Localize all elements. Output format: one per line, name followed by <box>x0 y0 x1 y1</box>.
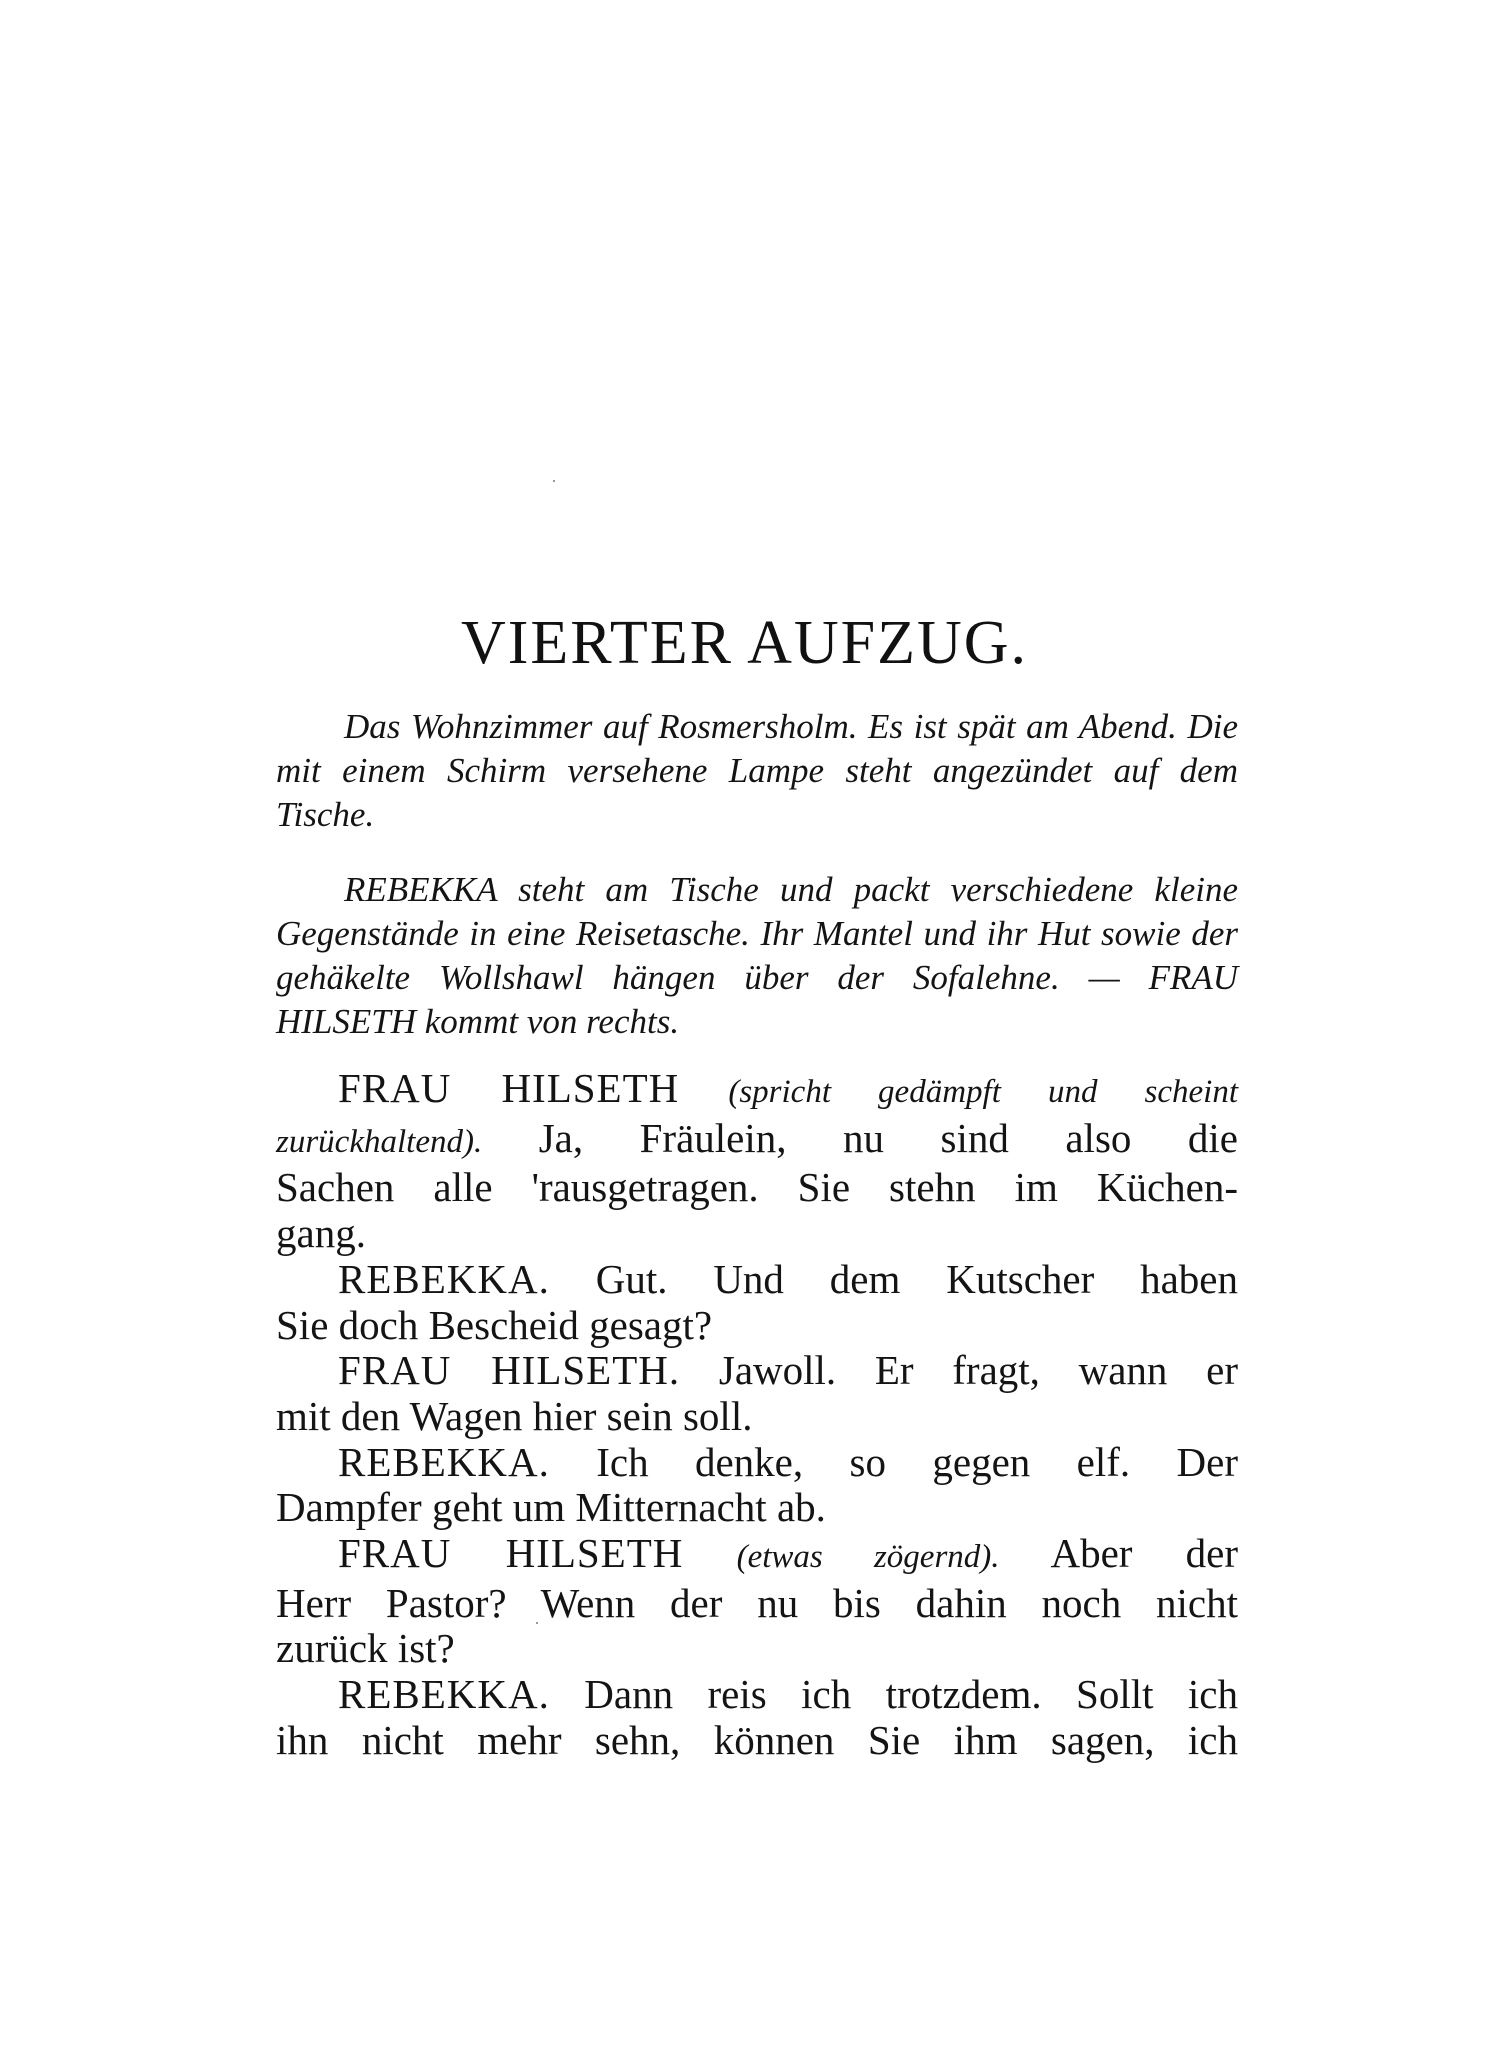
stage-note: (etwas zögernd). <box>736 1539 1000 1576</box>
speaker-name: FRAU HILSETH <box>338 1530 684 1577</box>
dialogue-line: zurück ist? <box>276 1625 455 1672</box>
stage-direction-text: REBEKKA steht am Tische und packt verschiedene kleine Gegenstände in eine Reisetasche. Ihr Mantel und ihr Hut sowie der gehäkelte Wollshawl hängen über der Sofalehne. — FRAU HILSETH kommt von rechts. <box>276 870 1238 1041</box>
dialogue-line <box>276 1531 1238 1581</box>
dialogue-line <box>276 1257 1238 1303</box>
dialogue-line: ihn nicht mehr sehn, können Sie ihm sagen, ich <box>276 1716 1238 1763</box>
dialogue-line: Herr Pastor? Wenn der nu bis dahin noch nicht <box>276 1579 1238 1626</box>
speech-text: Dann reis ich trotzdem. Sollt ich <box>584 1671 1238 1718</box>
speech-text: Gut. Und dem Kutscher haben <box>595 1255 1238 1302</box>
dialogue-line <box>276 1672 1238 1718</box>
dialogue-line <box>276 1116 1238 1166</box>
opening-stage-direction <box>276 705 1238 837</box>
dialogue-line: Sachen alle 'rausgetragen. Sie stehn im Küchen- <box>276 1164 1238 1211</box>
dialogue-block <box>276 1066 1238 1764</box>
paper-speck <box>553 480 555 482</box>
dialogue-line: mit den Wagen hier sein soll. <box>276 1392 753 1439</box>
act-title: VIERTER AUFZUG. <box>460 609 1029 677</box>
speech-text: Ja, Fräulein, nu sind also die <box>538 1114 1238 1161</box>
dialogue-line: Dampfer geht um Mitternacht ab. <box>276 1484 826 1531</box>
stage-direction-text: Das Wohnzimmer auf Rosmersholm. Es ist spät am Abend. Die mit einem Schirm versehene Lampe steht angezündet auf dem Tische. <box>276 707 1238 834</box>
dialogue-line <box>276 1348 1238 1394</box>
stage-note: (spricht gedämpft und scheint <box>728 1074 1238 1110</box>
speech-text: Ich denke, so gegen elf. Der <box>596 1438 1238 1485</box>
entrance-stage-direction <box>276 868 1238 1044</box>
speaker-name: REBEKKA. <box>338 1671 550 1718</box>
speech-text: Aber der <box>1050 1530 1238 1577</box>
speaker-name: REBEKKA. <box>338 1438 550 1485</box>
speaker-name: FRAU HILSETH. <box>338 1347 681 1394</box>
dialogue-line: Sie doch Bescheid gesagt? <box>276 1301 713 1348</box>
stage-note: zurückhaltend). <box>276 1123 483 1160</box>
speaker-name: REBEKKA. <box>338 1255 550 1302</box>
dialogue-line <box>276 1066 1238 1116</box>
speaker-name: FRAU HILSETH <box>338 1065 680 1111</box>
dialogue-line <box>276 1440 1238 1486</box>
speech-text: Jawoll. Er fragt, wann er <box>718 1347 1238 1394</box>
dialogue-line: gang. <box>276 1210 366 1257</box>
